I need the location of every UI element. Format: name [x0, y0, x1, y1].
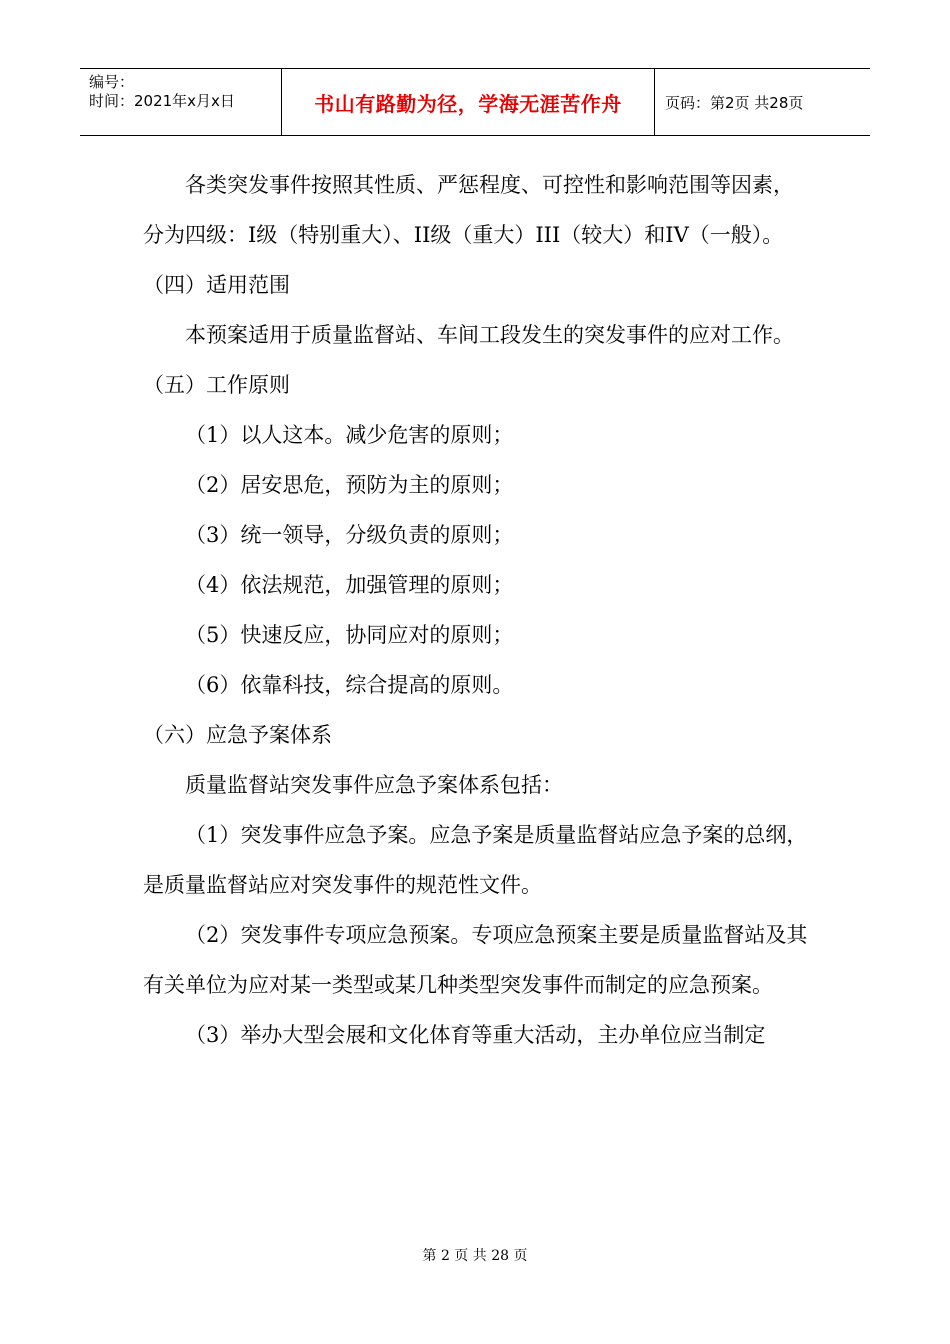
heading-plan-system: （六）应急予案体系	[143, 723, 332, 747]
paragraph-scope: 本预案适用于质量监督站、车间工段发生的突发事件的应对工作。	[185, 323, 794, 347]
heading-scope: （四）适用范围	[143, 273, 290, 297]
plan-system-item: （2）突发事件专项应急预案。专项应急预案主要是质量监督站及其有关单位为应对某一类型或某几种类型突发事件而制定的应急预案。	[143, 923, 808, 997]
header-number: 编号：	[89, 73, 135, 91]
paragraph-plan-system-intro: 质量监督站突发事件应急予案体系包括：	[185, 773, 563, 797]
principle-item: （6）依靠科技，综合提高的原则。	[185, 673, 514, 697]
header-meta-cell	[80, 69, 282, 135]
principle-item: （2）居安思危，预防为主的原则；	[185, 473, 514, 497]
plan-system-item: （1）突发事件应急予案。应急予案是质量监督站应急予案的总纲，是质量监督站应对突发事件的规范性文件。	[143, 823, 808, 897]
page-header	[80, 68, 870, 136]
header-time: 时间：2021年x月x日	[89, 92, 235, 110]
paragraph-levels: 各类突发事件按照其性质、严惩程度、可控性和影响范围等因素，分为四级：I级（特别重大）、II级（重大）III（较大）和IV（一般）。	[143, 173, 794, 247]
document-body	[143, 160, 811, 1060]
header-motto: 书山有路勤为径，学海无涯苦作舟	[282, 69, 655, 135]
header-page-info: 页码：第2页 共28页	[665, 93, 804, 112]
page-footer: 第 2 页 共 28 页	[422, 1248, 528, 1264]
principle-item: （3）统一领导，分级负责的原则；	[185, 523, 514, 547]
principle-item: （4）依法规范，加强管理的原则；	[185, 573, 514, 597]
plan-system-item: （3）举办大型会展和文化体育等重大活动，主办单位应当制定	[185, 1023, 766, 1047]
heading-principles: （五）工作原则	[143, 373, 290, 397]
principle-item: （5）快速反应，协同应对的原则；	[185, 623, 514, 647]
principle-item: （1）以人这本。减少危害的原则；	[185, 423, 514, 447]
